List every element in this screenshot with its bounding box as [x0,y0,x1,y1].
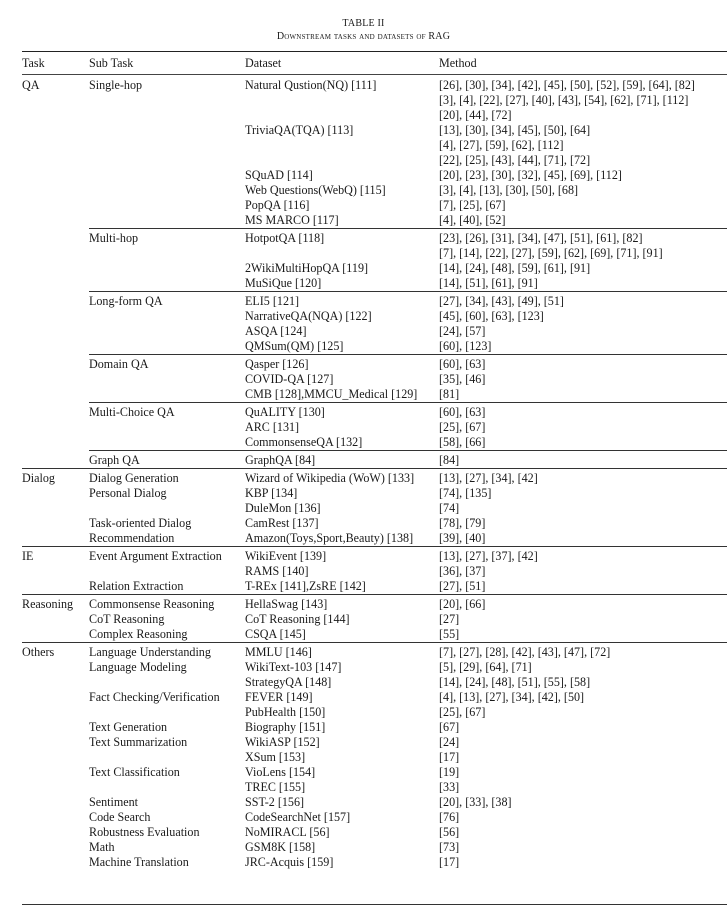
dataset-cell: HotpotQA [118] [245,229,439,262]
method-cell [439,840,727,855]
task-cell [22,309,89,324]
task-cell [22,675,89,690]
subtask-cell [89,501,245,516]
subtask-cell [89,675,245,690]
subtask-cell [89,324,245,339]
method-citations: [74] [439,501,460,515]
method-cell [439,705,727,720]
table-row [22,309,727,324]
subtask-cell: Single-hop [89,78,143,92]
subtask-cell: Multi-Choice QA [89,403,245,421]
method-citations: [20], [33], [38] [439,795,512,809]
subtask-cell [89,123,245,168]
method-cell [439,627,727,643]
method-cell [439,660,727,675]
dataset-cell: Natural Qustion(NQ) [111] [245,78,377,92]
column-header-dataset: Dataset [245,56,282,70]
dataset-cell: PubHealth [150] [245,705,326,719]
table-row [22,420,727,435]
subtask-cell [89,183,245,198]
table-row [22,765,727,780]
task-cell [22,660,89,675]
method-citations: [60], [123] [439,339,492,353]
table-row [22,403,727,421]
table-row [22,547,727,565]
method-cell [439,198,727,213]
dataset-cell: Web Questions(WebQ) [115] [245,183,386,197]
method-citations: [20], [23], [30], [32], [45], [69], [112] [439,168,622,182]
dataset-cell: DuleMon [136] [245,501,321,515]
method-cell [439,213,727,229]
dataset-cell: FEVER [149] [245,690,313,704]
task-cell: Reasoning [22,595,89,613]
task-cell [22,213,89,229]
table-title: Downstream tasks and datasets of RAG [276,31,451,42]
method-citations: [4], [40], [52] [439,213,506,227]
subtask-cell [89,261,245,276]
subtask-cell [89,198,245,213]
subtask-cell: Text Generation [89,720,168,734]
method-cell [439,501,727,516]
dataset-cell: COVID-QA [127] [245,372,334,386]
task-cell [22,198,89,213]
subtask-cell [89,564,245,579]
table-row [22,643,727,661]
method-citations: [7], [25], [67] [439,198,506,212]
method-citations: [24] [439,735,460,749]
method-cell [439,531,727,547]
task-cell [22,292,89,310]
dataset-cell: ARC [131] [245,420,300,434]
method-citations: [24], [57] [439,324,486,338]
method-cell [439,547,727,565]
task-cell [22,229,89,262]
dataset-cell: SST-2 [156] [245,795,305,809]
table-body [22,75,727,871]
subtask-cell [89,339,245,355]
task-cell [22,840,89,855]
dataset-cell: PopQA [116] [245,198,310,212]
column-header-method: Method [439,56,477,70]
method-cell [439,469,727,487]
dataset-cell: GSM8K [158] [245,840,316,854]
subtask-cell [89,372,245,387]
table-row [22,501,727,516]
subtask-cell: Dialog Generation [89,469,245,487]
method-citations: [20], [66] [439,597,486,611]
task-cell [22,451,89,469]
table-row [22,451,727,469]
method-citations: [84] [439,453,460,467]
task-cell [22,690,89,705]
subtask-cell: Language Modeling [89,660,187,674]
method-cell [439,451,727,469]
table-row [22,213,727,229]
task-cell: IE [22,547,89,565]
task-cell [22,372,89,387]
dataset-cell: QuALITY [130] [245,403,439,421]
method-cell [439,780,727,795]
table-row [22,840,727,855]
task-cell [22,720,89,735]
dataset-cell: 2WikiMultiHopQA [119] [245,261,369,275]
table-row [22,825,727,840]
method-cell [439,595,727,613]
task-cell [22,501,89,516]
subtask-cell: Text Summarization [89,735,188,749]
method-cell [439,372,727,387]
table-row [22,292,727,310]
method-citations: [76] [439,810,460,824]
task-cell [22,324,89,339]
table-row [22,387,727,403]
method-cell [439,795,727,810]
subtask-cell [89,276,245,292]
subtask-cell: Sentiment [89,795,139,809]
task-cell [22,123,89,168]
task-cell: Others [22,643,89,661]
table-row [22,675,727,690]
table-row [22,229,727,262]
table-row [22,355,727,373]
method-cell [439,690,727,705]
subtask-cell: Fact Checking/Verification [89,690,220,704]
task-cell [22,261,89,276]
subtask-cell: Domain QA [89,355,245,373]
dataset-cell: VioLens [154] [245,765,316,779]
table-row [22,735,727,750]
dataset-cell: T-REx [141],ZsRE [142] [245,579,366,593]
method-cell [439,675,727,690]
method-cell [439,229,727,262]
subtask-cell: Personal Dialog [89,486,167,500]
dataset-cell: StrategyQA [148] [245,675,332,689]
method-citations: [35], [46] [439,372,486,386]
dataset-cell: GraphQA [84] [245,451,439,469]
dataset-cell: TriviaQA(TQA) [113] [245,123,354,137]
method-citations: [26], [30], [34], [42], [45], [50], [52], [59], [64], [82] [439,78,695,92]
table-bottom-rule [22,904,727,905]
table-caption [0,18,727,43]
subtask-cell: CoT Reasoning [89,612,165,626]
subtask-cell [89,750,245,765]
table-row [22,720,727,735]
method-citations: [60], [63] [439,405,486,419]
dataset-cell: MMLU [146] [245,643,439,661]
dataset-cell: Biography [151] [245,720,326,734]
method-citations: [14], [51], [61], [91] [439,276,538,290]
method-citations: [4], [27], [59], [62], [112] [439,138,564,152]
subtask-cell: Long-form QA [89,292,245,310]
method-cell [439,720,727,735]
subtask-cell: Language Understanding [89,643,245,661]
rag-datasets-table [22,51,727,870]
subtask-cell: Graph QA [89,451,245,469]
method-cell [439,420,727,435]
method-cell [439,183,727,198]
method-cell [439,387,727,403]
subtask-cell [89,213,245,229]
table-row [22,339,727,355]
table-row [22,705,727,720]
method-cell [439,261,727,276]
task-cell [22,486,89,501]
column-header-subtask: Sub Task [89,56,134,70]
dataset-cell: CoT Reasoning [144] [245,612,350,626]
method-citations: [7], [14], [22], [27], [59], [62], [69], [71], [91] [439,246,663,260]
method-cell [439,643,727,661]
method-citations: [73] [439,840,460,854]
method-citations: [60], [63] [439,357,486,371]
task-cell [22,276,89,292]
subtask-cell [89,309,245,324]
task-cell: QA [22,78,40,92]
table-row [22,564,727,579]
table-row [22,690,727,705]
method-citations: [3], [4], [22], [27], [40], [43], [54], [62], [71], [112] [439,93,689,107]
method-cell [439,810,727,825]
method-citations: [25], [67] [439,420,486,434]
dataset-cell: RAMS [140] [245,564,309,578]
method-citations: [81] [439,387,460,401]
method-cell [439,309,727,324]
method-cell [439,825,727,840]
method-cell [439,168,727,183]
subtask-cell: Complex Reasoning [89,627,188,641]
task-cell [22,765,89,780]
method-cell [439,855,727,870]
method-cell [439,435,727,451]
subtask-cell [89,420,245,435]
method-citations: [27] [439,612,460,626]
dataset-cell: CMB [128],MMCU_Medical [129] [245,387,418,401]
method-citations: [14], [24], [48], [51], [55], [58] [439,675,591,689]
method-cell [439,123,727,168]
method-citations: [27], [34], [43], [49], [51] [439,294,564,308]
task-cell: Dialog [22,469,89,487]
table-row [22,750,727,765]
method-cell [439,765,727,780]
task-cell [22,403,89,421]
task-cell [22,579,89,595]
table-row [22,486,727,501]
method-cell [439,564,727,579]
table-row [22,795,727,810]
method-citations: [23], [26], [31], [34], [47], [51], [61], [82] [439,231,643,245]
method-citations: [17] [439,750,460,764]
subtask-cell: Relation Extraction [89,579,184,593]
task-cell [22,355,89,373]
table-row [22,595,727,613]
method-citations: [4], [13], [27], [34], [42], [50] [439,690,585,704]
table-row [22,324,727,339]
method-cell [439,403,727,421]
task-cell [22,387,89,403]
method-citations: [36], [37] [439,564,486,578]
method-citations: [58], [66] [439,435,486,449]
dataset-cell: NoMIRACL [56] [245,825,330,839]
method-citations: [20], [44], [72] [439,108,512,122]
subtask-cell: Task-oriented Dialog [89,516,192,530]
dataset-cell: KBP [134] [245,486,298,500]
table-number: TABLE II [342,18,385,29]
task-cell [22,855,89,870]
method-citations: [55] [439,627,460,641]
method-cell [439,355,727,373]
method-citations: [13], [27], [37], [42] [439,549,538,563]
subtask-cell: Multi-hop [89,229,245,262]
table-row [22,780,727,795]
table-row [22,123,727,168]
dataset-cell: CommonsenseQA [132] [245,435,363,449]
subtask-cell: Event Argument Extraction [89,547,245,565]
method-citations: [22], [25], [43], [44], [71], [72] [439,153,591,167]
method-citations: [74], [135] [439,486,492,500]
table-row [22,855,727,870]
task-cell [22,183,89,198]
table-row [22,579,727,595]
task-cell [22,516,89,531]
column-header-task: Task [22,56,45,70]
method-cell [439,486,727,501]
method-cell [439,579,727,595]
task-cell [22,810,89,825]
method-citations: [14], [24], [48], [59], [61], [91] [439,261,591,275]
table-row [22,660,727,675]
task-cell [22,168,89,183]
dataset-cell: SQuAD [114] [245,168,313,182]
dataset-cell: CSQA [145] [245,627,306,641]
method-citations: [27], [51] [439,579,486,593]
table-row [22,627,727,643]
dataset-cell: HellaSwag [143] [245,595,439,613]
method-citations: [7], [27], [28], [42], [43], [47], [72] [439,645,611,659]
dataset-cell: XSum [153] [245,750,306,764]
task-cell [22,564,89,579]
table-row [22,372,727,387]
table-row [22,276,727,292]
table-row [22,469,727,487]
method-citations: [25], [67] [439,705,486,719]
task-cell [22,612,89,627]
method-cell [439,292,727,310]
dataset-cell: WikiEvent [139] [245,547,439,565]
method-cell [439,339,727,355]
task-cell [22,339,89,355]
subtask-cell [89,168,245,183]
method-citations: [13], [30], [34], [45], [50], [64] [439,123,591,137]
method-citations: [39], [40] [439,531,486,545]
subtask-cell: Math [89,840,115,854]
task-cell [22,420,89,435]
dataset-cell: WikiText-103 [147] [245,660,342,674]
task-cell [22,795,89,810]
table-row [22,435,727,451]
subtask-cell: Robustness Evaluation [89,825,200,839]
task-cell [22,750,89,765]
dataset-cell: MS MARCO [117] [245,213,339,227]
subtask-cell [89,435,245,451]
dataset-cell: CamRest [137] [245,516,319,530]
table-row [22,612,727,627]
task-cell [22,705,89,720]
dataset-cell: Amazon(Toys,Sport,Beauty) [138] [245,531,414,545]
table-row [22,810,727,825]
subtask-cell [89,387,245,403]
dataset-cell: ASQA [124] [245,324,307,338]
subtask-cell [89,780,245,795]
method-cell [439,324,727,339]
dataset-cell: ELI5 [121] [245,292,439,310]
method-citations: [17] [439,855,460,869]
table-header-row [22,52,727,75]
dataset-cell: Wizard of Wikipedia (WoW) [133] [245,469,439,487]
task-cell [22,825,89,840]
table-row [22,261,727,276]
table-row [22,183,727,198]
dataset-cell: TREC [155] [245,780,306,794]
dataset-cell: JRC-Acquis [159] [245,855,334,869]
method-cell [439,735,727,750]
method-citations: [19] [439,765,460,779]
method-citations: [45], [60], [63], [123] [439,309,544,323]
dataset-cell: Qasper [126] [245,355,439,373]
table-row [22,516,727,531]
method-cell [439,612,727,627]
dataset-cell: NarrativeQA(NQA) [122] [245,309,372,323]
method-cell [439,750,727,765]
method-cell [439,75,727,124]
subtask-cell: Commonsense Reasoning [89,595,245,613]
subtask-cell: Code Search [89,810,151,824]
task-cell [22,735,89,750]
task-cell [22,780,89,795]
task-cell [22,435,89,451]
method-citations: [56] [439,825,460,839]
table-row [22,75,727,124]
method-citations: [13], [27], [34], [42] [439,471,538,485]
method-citations: [3], [4], [13], [30], [50], [68] [439,183,579,197]
subtask-cell: Machine Translation [89,855,189,869]
method-citations: [5], [29], [64], [71] [439,660,532,674]
method-citations: [33] [439,780,460,794]
subtask-cell: Recommendation [89,531,175,545]
table-row [22,531,727,547]
method-cell [439,276,727,292]
table-row [22,168,727,183]
method-cell [439,516,727,531]
subtask-cell [89,705,245,720]
method-citations: [67] [439,720,460,734]
dataset-cell: CodeSearchNet [157] [245,810,351,824]
task-cell [22,627,89,643]
dataset-cell: WikiASP [152] [245,735,320,749]
task-cell [22,531,89,547]
method-citations: [78], [79] [439,516,486,530]
dataset-cell: MuSiQue [120] [245,276,322,290]
subtask-cell: Text Classification [89,765,180,779]
table-row [22,198,727,213]
dataset-cell: QMSum(QM) [125] [245,339,344,353]
